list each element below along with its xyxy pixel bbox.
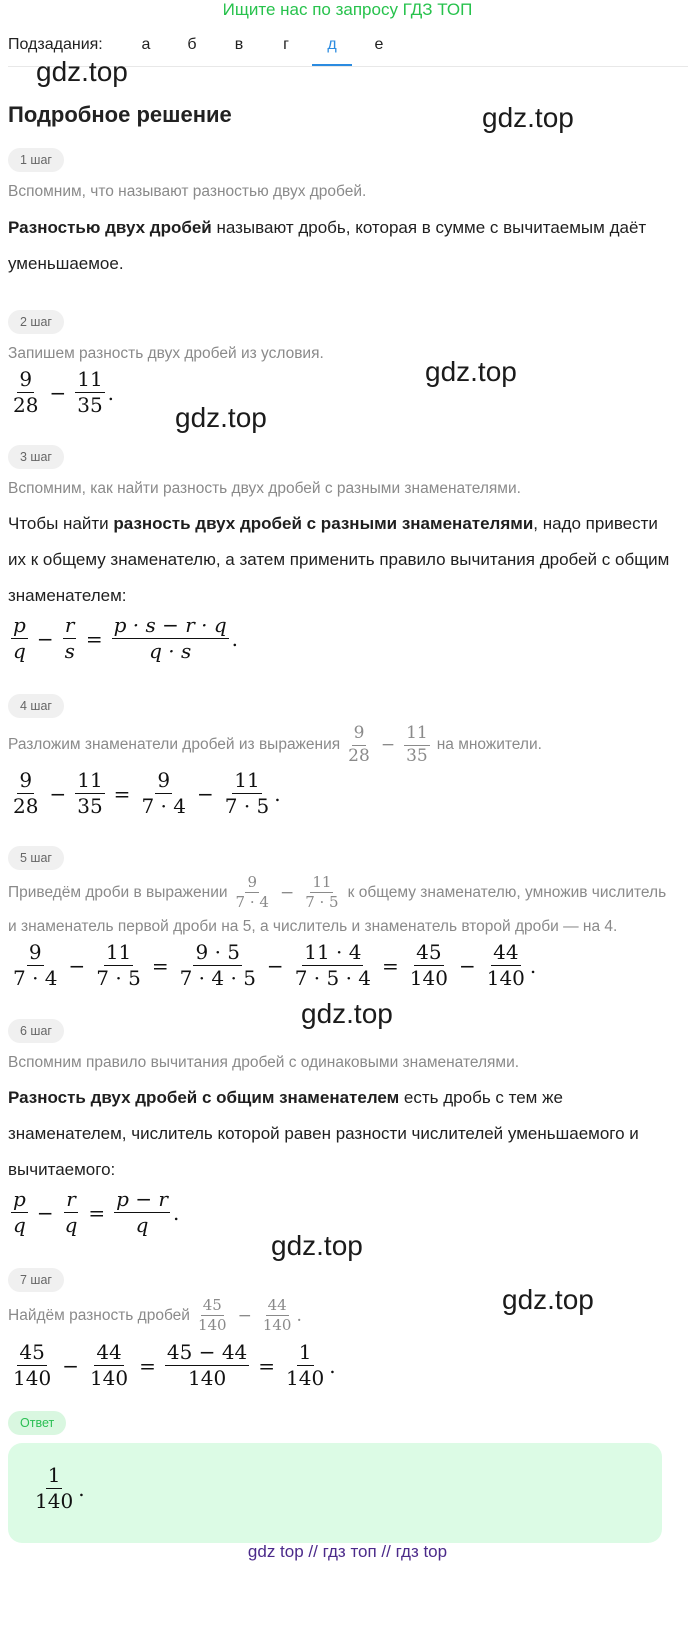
numerator: 45 [19, 1340, 45, 1364]
formula: $\frac{p}{q}$ − $\frac{r}{s}$ = $\frac{p \cdot s - r \cdot q}{q \cdot s}$ . [13, 613, 239, 663]
numerator: 45 [416, 940, 442, 964]
formula: $\frac{45}{140}$ − $\frac{44}{140}$ = $\frac{45 - 44}{140}$ = $\frac{1}{140}$ . [13, 1340, 336, 1390]
step-badge: 1 шаг [8, 148, 64, 172]
step-badge: 6 шаг [8, 1019, 64, 1043]
tab-v[interactable]: в [234, 36, 244, 53]
formula: $\frac{9}{7 \cdot 4}$ − $\frac{11}{7 \cdot 5}$ = $\frac{9 \cdot 5}{7 \cdot 4 \cdot 5}$ − $\frac{11 \cdot 4}{7 \cdot 5 \cdot 4}$ = $\frac{45}{140}$ − $\frac{44}{140}$ . [13, 940, 537, 990]
tab-e[interactable]: е [374, 36, 384, 53]
numerator: 9 [352, 724, 367, 746]
denominator: 7 · 4 [13, 966, 58, 990]
denominator: 7 · 4 · 5 [179, 966, 256, 990]
watermark: gdz.top [36, 56, 128, 87]
watermark: gdz.top [482, 102, 574, 133]
step-hint-line: Разложим знаменатели дробей из выражения $\frac{9}{28}$ − $\frac{11}{35}$ на множители. [8, 723, 542, 766]
watermark: gdz.top [425, 356, 517, 387]
step-hint: Вспомним, что называют разностью двух дробей. [8, 183, 367, 200]
formula: $\frac{9}{28}$ − $\frac{11}{35}$ . [13, 367, 115, 417]
step-badge: 4 шаг [8, 694, 64, 718]
denominator: 140 [286, 1366, 325, 1390]
denominator: 140 [188, 1366, 227, 1390]
denominator: 140 [13, 1366, 52, 1390]
step-text [8, 210, 688, 282]
numerator: 11 [310, 874, 333, 893]
formula: $\frac{9}{28}$ − $\frac{11}{35}$ = $\frac{9}{7 \cdot 4}$ − $\frac{11}{7 \cdot 5}$ . [13, 768, 281, 818]
denominator: 140 [486, 966, 525, 990]
numerator: 11 [105, 940, 132, 964]
numerator: 1 [298, 1340, 312, 1364]
denominator: 140 [409, 966, 448, 990]
denominator: 28 [13, 794, 39, 818]
step-text-bold: Разность двух дробей с общим знаменателем [8, 1088, 400, 1107]
step-text-bold: разность двух дробей с разными знаменателями [113, 514, 534, 533]
numerator: 11 [77, 367, 103, 391]
step-text-pre: Чтобы найти [8, 514, 114, 533]
numerator: 9 · 5 [195, 940, 241, 964]
numerator: 9 [157, 768, 171, 792]
step-hint-line: Найдём разность дробей $\frac{45}{140}$ − $\frac{44}{140}$ . [8, 1296, 302, 1335]
numerator: 11 [404, 724, 430, 746]
search-banner: Ищите нас по запросу ГДЗ ТОП [222, 0, 473, 19]
watermark: gdz.top [301, 998, 393, 1029]
step-hint: Разложим знаменатели дробей из выражения [8, 736, 341, 754]
step-hint: Вспомним правило вычитания дробей с одинаковыми знаменателями. [8, 1054, 520, 1071]
watermark: gdz.top [502, 1284, 594, 1315]
step-hint: Найдём разность дробей [8, 1306, 190, 1324]
step-hint-line: Приведём дроби в выражении $\frac{9}{7 \cdot 4}$ − $\frac{11}{7 \cdot 5}$ к общему знаменателю, умножив числитель [8, 873, 667, 912]
step-badge: 3 шаг [8, 445, 64, 469]
page-title: Подробное решение [8, 102, 232, 127]
tab-g[interactable]: г [283, 36, 289, 53]
step-hint-2: и знаменатель первой дроби на 5, а числитель и знаменатель второй дроби — на 4. [8, 918, 618, 935]
step-text-rest: , надо привести их к общему знаменателю, а затем применить правило вычитания дробей с общим знаменателем: [8, 514, 670, 605]
numerator: 11 · 4 [304, 940, 362, 964]
numerator: 11 [77, 768, 103, 792]
step-hint: Запишем разность двух дробей из условия. [8, 345, 324, 362]
answer-badge: Ответ [8, 1411, 66, 1435]
step-hint: Вспомним, как найти разность двух дробей с разными знаменателями. [8, 480, 521, 497]
numerator: 44 [493, 940, 519, 964]
numerator: 45 − 44 [166, 1340, 248, 1364]
numerator: 11 [234, 768, 260, 792]
watermark: gdz.top [175, 402, 267, 433]
denominator: 7 · 5 [96, 966, 141, 990]
numerator: 9 [28, 940, 42, 964]
step-text [8, 506, 676, 614]
step-hint: Приведём дроби в выражении [8, 883, 228, 901]
numerator: 9 [19, 367, 33, 391]
step-text-rest: называют дробь, которая в сумме с вычитаемым даёт уменьшаемое. [8, 218, 647, 273]
watermark: gdz.top [271, 1230, 363, 1261]
denominator: 7 · 5 [224, 794, 270, 818]
step-text-rest: есть дробь с тем же знаменателем, числитель которой равен разности числителей уменьшаемого и вычитаемого: [8, 1088, 639, 1179]
answer-box [8, 1443, 662, 1543]
tab-a[interactable]: а [141, 36, 151, 53]
denominator: 35 [77, 393, 103, 417]
answer-formula: $\frac{1}{140}$ . [35, 1463, 85, 1513]
numerator: 44 [96, 1340, 122, 1364]
subtasks-label: Подзадания: [8, 36, 103, 53]
denominator: 7 · 4 [141, 794, 186, 818]
denominator: 140 [89, 1366, 129, 1390]
step-hint-after: на множители. [436, 736, 542, 754]
tab-b[interactable]: б [187, 36, 197, 53]
denominator: 28 [348, 745, 370, 766]
numerator: 1 [47, 1463, 61, 1487]
step-text-bold: Разностью двух дробей [8, 218, 212, 237]
numerator: 45 [201, 1297, 224, 1316]
denominator: 28 [13, 393, 39, 417]
footer-links[interactable]: gdz top // гдз топ // гдз top [247, 1542, 448, 1561]
denominator: 35 [77, 794, 103, 818]
denominator: 140 [262, 1316, 292, 1335]
tab-d[interactable]: д [327, 36, 337, 53]
step-text [8, 1080, 673, 1188]
step-hint-after: к общему знаменателю, умножив числитель [347, 883, 667, 901]
denominator: 7 · 5 [305, 893, 339, 912]
denominator: 7 · 4 [235, 893, 269, 912]
denominator: 7 · 5 · 4 [294, 966, 372, 990]
formula: $\frac{p}{q}$ − $\frac{r}{q}$ = $\frac{p - r}{q}$ . [13, 1187, 180, 1237]
step-badge: 5 шаг [8, 846, 64, 870]
numerator: 9 [245, 874, 259, 893]
denominator: 35 [406, 745, 428, 766]
numerator: 9 [19, 768, 33, 792]
numerator: 44 [266, 1297, 289, 1316]
step-badge: 2 шаг [8, 310, 64, 334]
step-badge: 7 шаг [8, 1268, 64, 1292]
denominator: 140 [197, 1316, 227, 1335]
denominator: 140 [35, 1489, 74, 1513]
